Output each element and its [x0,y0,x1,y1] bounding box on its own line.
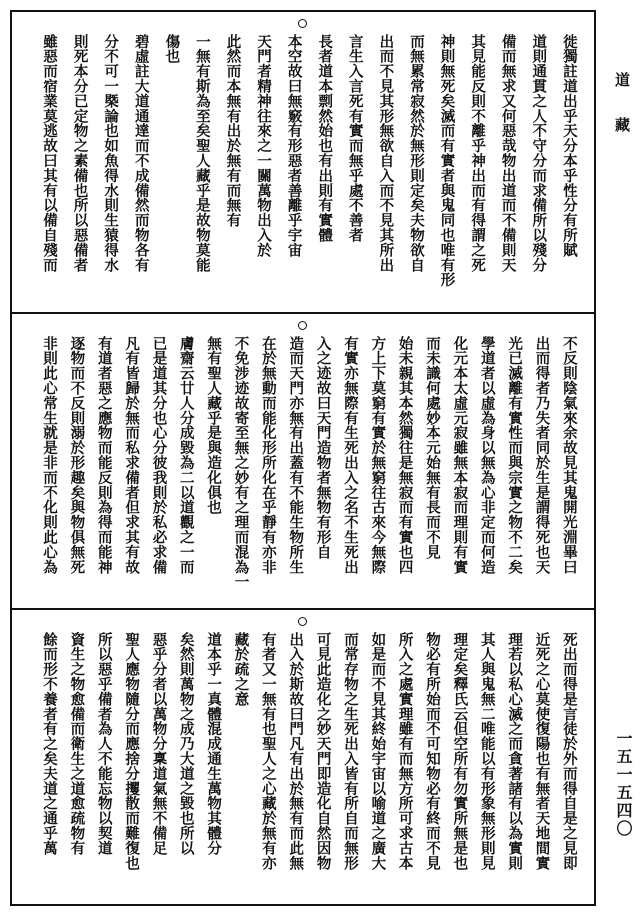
text-column: 已是道其分也心分彼我則於私必求備 [150,336,168,575]
text-column: 逐物而不反則溺於形趣矣與物俱無死 [68,336,86,575]
text-panel-top [12,12,594,312]
text-column: 神則無死矣滅而有實者與鬼同也唯有形 [438,34,456,288]
text-column: 物必有所始而不可知物必有終而不見 [424,632,442,871]
text-column: 藏於疏之意 [232,632,250,707]
text-column: 則死本分已定物之素備也所以惡備者 [71,34,89,273]
text-column: 理若以私心滅之而貪著諸有以為實則 [506,632,524,871]
text-column: 不反則陰氣來余故見其鬼開光淵畢曰 [560,336,578,575]
text-column: 凡有皆歸於無而私求備者但求其有故 [123,336,141,575]
text-column: 始未親其本然獨往是無寂而有實也四 [396,336,414,575]
circle-ornament-icon [298,19,307,28]
text-column: 道本乎一真體混成通生萬物其體分 [205,632,223,856]
text-column: 本空故曰無竅有形惡者善離乎宇宙 [285,34,303,258]
text-column: 不免涉迹故寄至無之妙有之理而混為一 [232,336,250,590]
text-column: 方上下莫窮有實於無窮往古來今無際 [369,336,387,575]
text-column: 近死之心莫使復陽也有無者天地間實 [533,632,551,871]
margin-title: 道藏 [613,72,631,162]
text-column: 此然而本無有出於無有而無有 [224,34,242,228]
text-column: 理定矣釋氏云但空所有勿實所無是也 [451,632,469,871]
text-column: 傷也 [163,34,181,64]
text-column: 膚齋云廿人分成毀為二以道觀之一而 [177,336,195,575]
text-column: 餘而形不養者有之矣夫道之通乎萬 [41,632,58,856]
text-column: 矣然則萬物之成乃大道之毀也所以 [177,632,195,856]
text-column: 有道者惡之應物而能反則為得而能神 [95,336,113,575]
text-column: 而無累常寂然於無形則定矣夫物欲自 [407,34,425,273]
text-column: 言生入言死有實而無乎處不善者 [346,34,364,243]
circle-ornament-icon [298,321,307,330]
text-column: 出而不見其形無欲自入而不見其所出 [377,34,395,273]
text-column: 雖惡而宿業莫逃故曰其有以備自殘而 [41,34,58,273]
text-column: 學道者以虛為身以無為心非定而何造 [478,336,496,575]
text-panel-bottom [12,608,594,904]
circle-ornament-icon [298,617,307,626]
text-column: 其人與鬼無二唯能以有形象無形則見 [478,632,496,871]
text-column: 分不可一槩論也如魚得水則生猿得水 [102,34,120,273]
text-column: 入之迹故曰天門造物者無物有形自 [314,336,332,560]
column-container [30,632,576,898]
text-column: 在於無動而能化形所化在乎靜有亦非 [259,336,277,575]
text-column: 聖人應物隨分而應捨分攫散而難復也 [123,632,141,871]
text-column: 所以惡乎備者為人不能忘物以契道 [95,632,113,856]
text-column: 而常存物之生死出入皆有所自而無形 [341,632,359,871]
text-column: 光已滅離有實性而與宗實之物不二矣 [506,336,524,575]
text-column: 可見此造化之妙天門即造化自然因物 [314,632,332,871]
text-panel-middle [12,312,594,608]
text-column: 非則此心常生就是非而不化則此心為 [41,336,58,575]
text-column: 一無有斯為至矣聖人藏乎是故物莫能 [193,34,211,273]
text-column: 其見能反則不離乎神出而有得謂之死 [469,34,487,273]
text-column: 出入於斯故曰門凡有出於無有而此無 [287,632,305,871]
text-column: 如是而不見其終始宇宙以喻道之廣大 [369,632,387,871]
text-column: 惡乎分者以萬物分稟道氣無不備足 [150,632,168,856]
page-number: 一五一五四〇 [614,730,633,838]
text-column: 天門者精神往來之一關萬物出入於 [255,34,273,258]
text-column: 造而天門亦無有出蓋有不能生物所生 [287,336,305,575]
text-column: 無有聖人藏乎是與造化俱也 [205,336,223,515]
text-column: 備而無求又何惡哉物出道而不備則天 [499,34,517,273]
text-column: 道則通貫之人不守分而求備所以殘分 [530,34,548,273]
text-column: 碧虛註大道通達而不成備然而物各有 [132,34,150,273]
text-column: 徙獨註道出乎天分本乎性分有所賦 [560,34,578,258]
text-column: 所入之處實理雖有而無方所可求古本 [396,632,414,871]
text-column: 長者道本剽然始也有出則有實體 [316,34,334,243]
text-column: 死出而得是言徒於外而得自是之見即 [560,632,578,871]
column-container [30,34,576,306]
text-column: 資生之物愈備而衛生之道愈疏物有 [68,632,86,856]
text-column: 有者又一無有也聖人之心藏於無有亦 [259,632,277,871]
text-column: 出而得者乃失者同於生是謂得死也天 [533,336,551,575]
page-frame [10,10,596,906]
column-container [30,336,576,602]
text-column: 而未識何處妙本元始無有長而不見 [424,336,442,560]
text-column: 有實亦無際有生死出入之名不生死出 [341,336,359,575]
text-column: 化元本太虛元寂雖無本寂而理則有實 [451,336,469,575]
